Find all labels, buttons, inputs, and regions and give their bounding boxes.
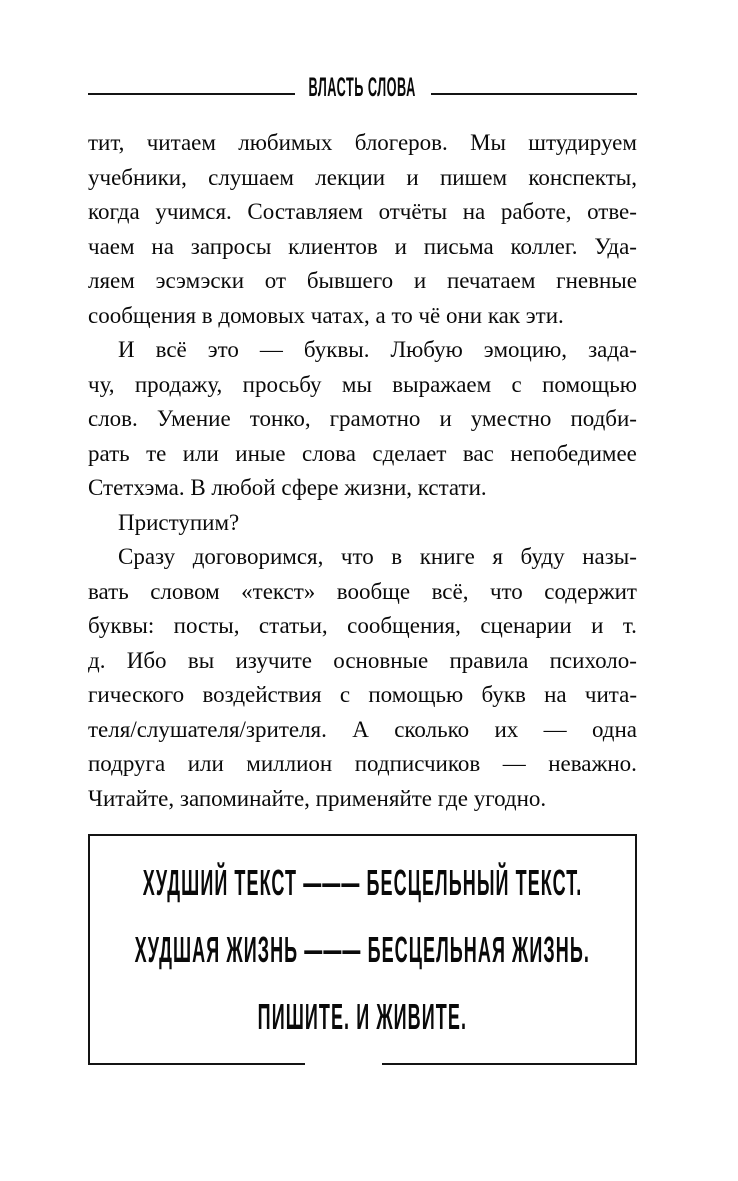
text-line: Стетхэма. В любой сфере жизни, кстати. [88, 475, 487, 500]
page-title: ВЛАСТЬ СЛОВА [308, 72, 417, 102]
text-line: чаем на запросы клиентов и письма коллег. Уда- [88, 233, 637, 259]
quote-line-3-text: ПИШИТЕ. И ЖИВИТЕ. [257, 995, 468, 1037]
quote-line-1-text: ХУДШИЙ ТЕКСТ ——— БЕСЦЕЛЬНЫЙ ТЕКСТ. [142, 861, 583, 903]
text-line: Приступим? [118, 509, 240, 535]
text-line: тит, читаем любимых блогеров. Мы штудируем [88, 130, 637, 155]
text-line: когда учимся. Составляем отчёты на работе, отве- [88, 199, 637, 224]
text-line: Читайте, запоминайте, применяйте где угодно. [88, 785, 547, 811]
paragraph-3 [88, 506, 637, 541]
paragraph-2 [88, 333, 637, 506]
text-line: подруга или миллион подписчиков — неважно. [88, 751, 637, 776]
text-line: слов. Умение тонко, грамотно и уместно подби- [88, 406, 637, 431]
body-text [88, 126, 637, 816]
text-line: сообщения в домовых чатах, а то чё они как эти. [88, 302, 564, 328]
text-line: учебники, слушаем лекции и пишем конспекты, [88, 164, 637, 190]
header-rule-left [88, 93, 295, 95]
text-line: Сразу договоримся, что в книге я буду назы- [118, 544, 637, 569]
text-line: буквы: посты, статьи, сообщения, сценарии и т. [88, 613, 637, 638]
quote-line-2 [90, 928, 635, 970]
header-rule-right [431, 93, 638, 95]
text-line: рать те или иные слова сделает вас непобедимее [88, 440, 637, 466]
text-line: чу, продажу, просьбу мы выражаем с помощью [88, 371, 637, 397]
text-line: гического воздействия с помощью букв на чита- [88, 682, 637, 707]
quote-line-3 [90, 995, 635, 1037]
running-header [88, 74, 637, 100]
quote-line-2-text: ХУДШАЯ ЖИЗНЬ ——— БЕСЦЕЛЬНАЯ ЖИЗНЬ. [134, 928, 591, 970]
text-line: д. Ибо вы изучите основные правила психоло- [88, 647, 637, 673]
text-line: вать словом «текст» вообще всё, что содержит [88, 578, 637, 604]
quote-line-1 [90, 861, 635, 903]
border-gap [305, 1059, 382, 1067]
paragraph-4 [88, 540, 637, 816]
text-line: ляем эсэмэски от бывшего и печатаем гневные [88, 268, 637, 293]
text-line: теля/слушателя/зрителя. А сколько их — одна [88, 716, 637, 742]
text-column [88, 0, 637, 1181]
quote-box [88, 834, 637, 1065]
page-title-wrap [308, 72, 417, 102]
paragraph-1 [88, 126, 637, 333]
text-line: И всё это — буквы. Любую эмоцию, зада- [118, 337, 637, 362]
